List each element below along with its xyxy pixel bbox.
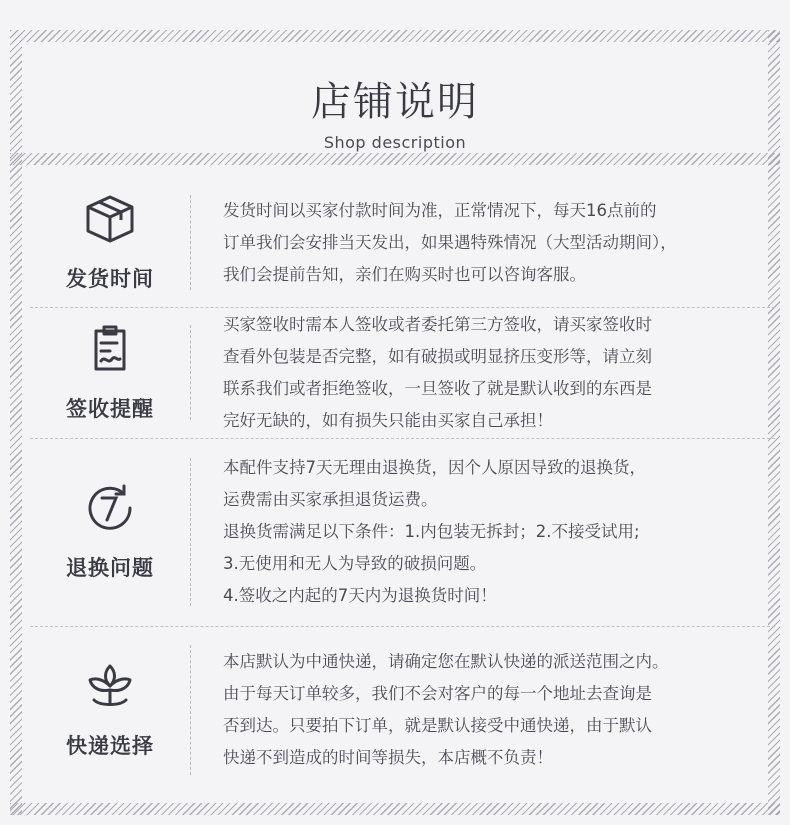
text-line: 联系我们或者拒绝签收，一旦签收了就是默认收到的东西是 bbox=[223, 378, 652, 398]
text-line: 由于每天订单较多，我们不会对客户的每一个地址去查询是 bbox=[223, 684, 652, 703]
text-line: 本配件支持7天无理由退换货，因个人原因导致的退换货， bbox=[223, 458, 646, 477]
text-line: 完好无缺的，如有损失只能由买家自己承担！ bbox=[223, 410, 553, 430]
text-line: 运费需由买家承担退货运费。 bbox=[223, 490, 438, 509]
section-text bbox=[223, 443, 775, 621]
text-line: 快递不到造成的时间等损失，本店概不负责！ bbox=[223, 748, 553, 767]
section-text bbox=[223, 180, 775, 305]
courier-flower-icon bbox=[84, 660, 136, 716]
header-hatch-divider bbox=[10, 153, 780, 165]
section-label: 快递选择 bbox=[66, 734, 154, 758]
page-subtitle: Shop description bbox=[323, 133, 467, 152]
text-line: 本店默认为中通快递，请确定您在默认快递的派送范围之内。 bbox=[223, 652, 669, 671]
text-line: 查看外包装是否完整，如有破损或明显挤压变形等，请立刻 bbox=[223, 346, 652, 366]
text-line: 退换货需满足以下条件：1.内包装无拆封；2.不接受试用; bbox=[223, 522, 640, 541]
text-line: 4.签收之内起的7天内为退换货时间！ bbox=[223, 586, 497, 605]
page-header bbox=[10, 70, 780, 152]
text-line: 我们会提前告知，亲们在购买时也可以咨询客服。 bbox=[223, 264, 586, 284]
vertical-divider bbox=[190, 195, 191, 290]
section-separator bbox=[30, 438, 775, 439]
section-label: 发货时间 bbox=[66, 266, 154, 291]
section-icon-column bbox=[30, 630, 190, 790]
section-icon-column bbox=[30, 310, 190, 435]
clipboard-signature-icon bbox=[84, 323, 136, 379]
text-line: 否到达。只要拍下订单，就是默认接受中通快递，由于默认 bbox=[223, 716, 652, 735]
text-line: 3.无使用和无人为导致的破损问题。 bbox=[223, 554, 487, 573]
section-signing-reminder bbox=[30, 310, 775, 435]
page-frame bbox=[10, 30, 780, 815]
section-text bbox=[223, 630, 775, 790]
top-hatch-border bbox=[10, 30, 780, 42]
text-line: 发货时间以买家付款时间为准，正常情况下，每天16点前的 bbox=[223, 200, 657, 220]
section-courier bbox=[30, 630, 775, 790]
section-icon-column bbox=[30, 443, 190, 621]
section-label: 签收提醒 bbox=[66, 396, 154, 421]
vertical-divider bbox=[190, 645, 191, 775]
seven-day-return-icon bbox=[84, 482, 136, 538]
section-separator bbox=[30, 626, 775, 627]
section-returns bbox=[30, 443, 775, 621]
package-box-icon bbox=[84, 193, 136, 249]
page-title: 店铺说明 bbox=[311, 79, 479, 125]
section-icon-column bbox=[30, 180, 190, 305]
vertical-divider bbox=[190, 458, 191, 606]
section-shipping-time bbox=[30, 180, 775, 305]
vertical-divider bbox=[190, 325, 191, 420]
section-text bbox=[223, 310, 775, 435]
text-line: 订单我们会安排当天发出，如果遇特殊情况（大型活动期间）， bbox=[223, 232, 677, 252]
section-label: 退换问题 bbox=[66, 556, 154, 580]
text-line: 买家签收时需本人签收或者委托第三方签收，请买家签收时 bbox=[223, 314, 652, 334]
bottom-hatch-border bbox=[10, 803, 780, 815]
